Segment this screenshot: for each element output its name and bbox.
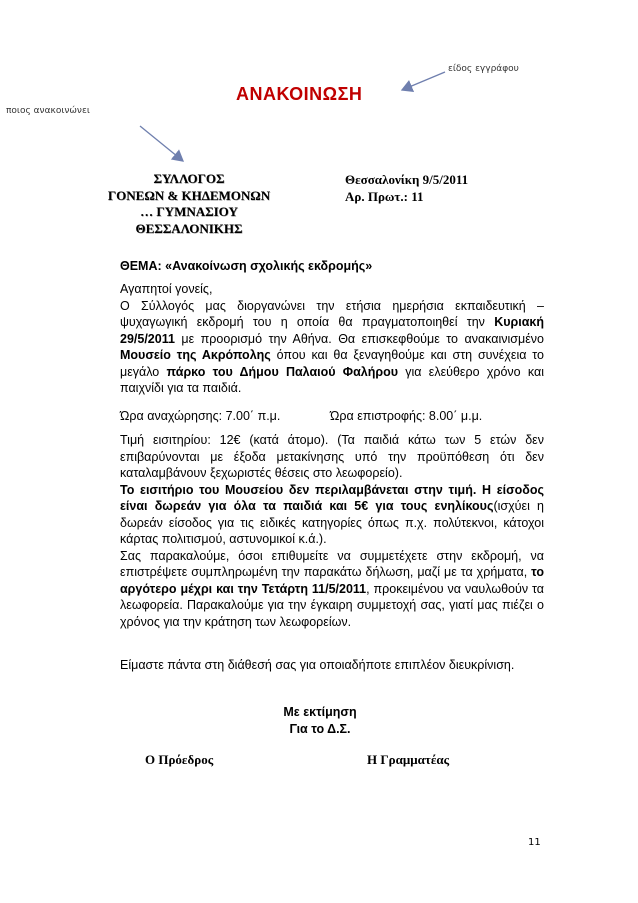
subject-line: ΘΕΜΑ: «Ανακοίνωση σχολικής εκδρομής» — [120, 259, 373, 273]
secretary-signature: Η Γραμματέας — [367, 752, 450, 767]
president-signature: Ο Πρόεδρος — [145, 752, 214, 767]
arrow-to-sender — [140, 126, 183, 161]
sender-line: ΓΟΝΕΩΝ & ΚΗΔΕΜΟΝΩΝ — [107, 187, 271, 203]
sender-block — [96, 171, 282, 237]
sender-line: ΣΥΛΛΟΓΟΣ — [153, 171, 225, 186]
departure-time: Ώρα αναχώρησης: 7.00΄ π.μ. — [120, 409, 281, 423]
paragraph-ticket — [120, 432, 544, 630]
closing-block — [260, 704, 380, 738]
greeting: Αγαπητοί γονείς, — [120, 282, 213, 296]
paragraph-trip — [120, 281, 544, 397]
sender-line: ΘΕΣΣΑΛΟΝΙΚΗΣ — [135, 220, 243, 236]
place-date: Θεσσαλονίκη 9/5/2011 — [345, 172, 469, 187]
paragraph-availability — [120, 657, 544, 674]
registration-note: Σας παρακαλούμε, όσοι επιθυμείτε να συμμετέχετε στην εκδρομή, να επιστρέψετε συμπληρωμένη την παρακάτω δήλωση, μαζί με τα χρήματα, το αργότερο μέχρι και την Τετάρτη 11/5/2011, προκειμένου να ναυλωθούν τα λεωφορεία. Παρακαλούμε για την έγκαιρη συμμετοχή σας, γιατί μας πιέζει ο χρόνος για την κράτηση των λεωφορείων. — [120, 548, 544, 629]
page-number: 11 — [528, 837, 541, 848]
document-title: ΑΝΑΚΟΙΝΩΣΗ — [236, 84, 363, 104]
doc-type-annotation: είδος εγγράφου — [448, 64, 519, 74]
closing-line: Με εκτίμηση — [283, 705, 357, 719]
arrow-to-title — [402, 72, 445, 90]
trip-description: Ο Σύλλογός μας διοργανώνει την ετήσια ημερήσια εκπαιδευτική – ψυχαγωγική εκδρομή του η οποία θα πραγματοποιηθεί την Κυριακή 29/5/2011 με προορισμό την Αθήνα. Θα επισκεφθούμε το ανακαινισμένο Μουσείο της Ακρόπολης όπου και θα ξεναγηθούμε και στη συνέχεια το μεγάλο πάρκο του Δήμου Παλαιού Φαλήρου για ελεύθερο χρόνο και παιχνίδι για τα παιδιά. — [120, 298, 544, 395]
ticket-price: Τιμή εισιτηρίου: 12€ (κατά άτομο). (Τα παιδιά κάτω των 5 ετών δεν επιβαρύνονται με έξοδα μετακίνησης υπό την προϋπόθεση ότι δεν καταλαμβάνουν ξεχωριστές θέσεις στο λεωφορείο). — [120, 433, 544, 480]
availability-text: Είμαστε πάντα στη διάθεσή σας για οποιαδήποτε επιπλέον διευκρίνιση. — [120, 658, 515, 672]
protocol-number: Αρ. Πρωτ.: 11 — [345, 189, 424, 204]
closing-line: Για το Δ.Σ. — [289, 722, 351, 736]
sender-annotation: ποιος ανακοινώνει — [6, 106, 90, 116]
sender-line: … ΓΥΜΝΑΣΙΟΥ — [140, 204, 238, 219]
return-time: Ώρα επιστροφής: 8.00΄ μ.μ. — [330, 409, 483, 423]
museum-note: Το εισιτήριο του Μουσείου δεν περιλαμβάνεται στην τιμή. Η είσοδος είναι δωρεάν για όλα τα παιδιά και 5€ για τους ενηλίκους(ισχύει η δωρεάν είσοδος για τις ειδικές κατηγορίες όπως π.χ. πολύτεκνοι, κάτοχοι κάρτας πολιτισμού, αστυνομικοί κ.ά.). — [120, 482, 545, 546]
